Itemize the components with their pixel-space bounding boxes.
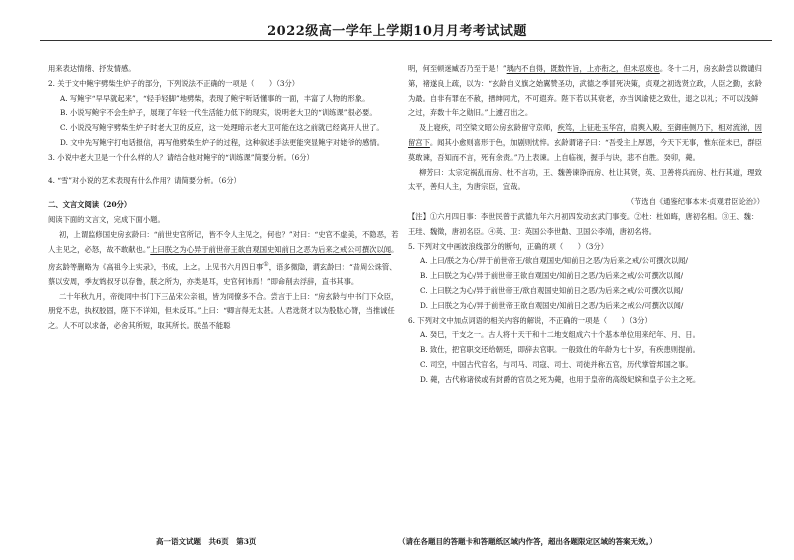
option-2a: A. 写鲍宇“早早就起来”，“轻手轻脚”地劈柴，表现了鲍宇听话懂事的一面，丰富了人物的形象。 — [60, 93, 370, 103]
passage-paragraph: 初，上谓监修国史房玄龄曰：“前世史官所记，皆不令人主见之，何也？”对曰：“史官不虚美，不隐恶，若人主见之，必怒，故不敢献也。”上曰朕之为心异于前世帝王欲自观国史知前日之恶为后来之戒公可撰次以闻。房玄龄等删略为《高祖今上实录》，书成，上之。上见书六月四日事①，语多微隐，谓玄龄曰：“昔周公诛管、蔡以安周，季友鸩叔牙以存鲁，朕之所为，亦类是耳，史官何讳焉！”即命削去浮辞，直书其事。 — [48, 229, 399, 286]
question-2: 2. 关于文中鲍宇劈柴生炉子的部分，下列说法不正确的一项是（ ）（3分） — [48, 78, 300, 88]
question-3: 3. 小说中老大卫是一个什么样的人？请结合他对鲍宇的“训练课”简要分析。（6分） — [48, 152, 314, 162]
passage-paragraph: 及上寝疾，司空梁文昭公房玄龄留守京师，疾笃，上征赴玉华宫，肩舆入殿，至御座侧乃下，相对流涕，因留宫下。闻其小愈则喜形于色，加剧则忧悴。玄龄谓诸子曰：“吾受主上厚恩，今天下无事，惟东征未已，群臣莫敢谏，吾知而不言，死有余责。”乃上表谏。上自临视，握手与诀，悲不自胜。癸卯，薨。 — [408, 123, 762, 162]
option-2b: B. 小说写鲍宇不会生炉子，展现了年轻一代生活能力低下的现实，说明老大卫的“训练课”很必要。 — [60, 108, 377, 118]
wavy-underlined-text: 上曰朕之为心异于前世帝王欲自观国史知前日之恶为后来之戒公可撰次以闻 — [150, 244, 392, 254]
page-title: 2022级高一学年上学期10月月考考试试题 — [267, 24, 527, 39]
option-2c: C. 小说没写鲍宇劈柴生炉子时老大卫的反应，这一处理暗示老大卫可能在这之前就已经离开人世了。 — [60, 123, 384, 133]
option-5a: A. 上曰/朕之为心/异于前世帝王/欲自观国史/知前日之恶/为后来之戒/公可撰次以闻/ — [420, 256, 688, 266]
option-5d: D. 上曰朕之为心/异于前世帝王欲自观国史/知前日之恶/为后来之戒公/可撰次以闻/ — [420, 300, 684, 310]
source-citation: （节选自《通鉴纪事本末·贞观君臣论治》） — [626, 197, 764, 207]
footer-notice: （请在各题目的答题卡和答题纸区域内作答，超出各题限定区域的答案无效。） — [398, 537, 657, 546]
underlined-text: 疾笃，上征赴玉华宫，肩舆入殿，至御座侧乃下，相对流涕，因留宫下 — [408, 123, 762, 147]
footnote: 【注】①六月四日事：李世民曾于武德九年六月初四发动玄武门事变。②杜：杜如晦，唐初名相。③王、魏：王珪、魏徵，唐初名臣。④英、卫：英国公李世勣、卫国公李靖，唐初名将。 — [408, 211, 759, 236]
right-column — [408, 62, 764, 388]
option-6c: C. 司空，中国古代官名，与司马、司寇、司士、司徒并称五官，历代掌管邦国之事。 — [420, 359, 693, 369]
left-column — [48, 62, 400, 334]
option-6b: B. 致仕，把官职交还给朝廷，即辞去官职。一般致仕的年龄为七十岁，有疾患则提前。 — [420, 345, 700, 355]
underlined-text: 瑀内不自得，既数忤旨，上亦衔之，但未忍废也 — [506, 64, 660, 73]
option-5c: C. 上曰朕之为心/异于前世帝王/欲自观国史知前日之恶/为后来之戒/公可撰次以闻/ — [420, 285, 684, 295]
section-instruction: 阅读下面的文言文，完成下面小题。 — [48, 215, 165, 225]
question-5: 5. 下列对文中画波浪线部分的断句，正确的项（ ）（3分） — [408, 241, 608, 251]
passage-paragraph: 明，何至顿迷臧否乃至于是！”瑀内不自得，既数忤旨，上亦衔之，但未忍废也。冬十二月，房玄龄尝以微谴归第，褚遂良上疏，以为：“玄龄自义旗之始翼赞圣功，武德之季冒死决策，贞观之初选贤立政，人臣之勤，玄龄为最。自非有罪在不赦，搢绅同尤，不可遐弃。陛下若以其衰老，亦当讽谕使之致仕，退之以礼；不可以浅鲜之过，弃数十年之勋旧。”上遽召出之。 — [408, 64, 762, 118]
passage-paragraph: 二十年秋九月，帝徙同中书门下三品宋公亲祖，皆为同僚多不合。尝言于上曰：“房玄龄与中书门下众臣，朋党不忠，执权胶固，陛下不详知，但未反耳。”上曰：“卿言得无太甚。人君选贤才以为股肱心膂，当推诚任之。人不可以求备，必舍其所短，取其所长。朕虽不能聪 — [48, 291, 399, 331]
option-2d: D. 文中先写鲍宇打电话报信，再写他劈柴生炉子的过程，这种叙述手法更能突显鲍宇对姥爷的感情。 — [60, 137, 384, 147]
option-5b: B. 上曰朕之为心/异于前世帝王欲自观国史/知前日之恶/为后来之戒/公可撰次以闻/ — [420, 271, 684, 281]
section-heading: 二、文言文阅读（20分） — [48, 200, 132, 210]
question-6: 6. 下列对文中加点词语的相关内容的解说，不正确的一项是（ ）（3分） — [408, 315, 652, 325]
option-6d: D. 薨，古代称诸侯或有封爵的官员之死为薨，也用于皇帝的高级妃嫔和皇子公主之死。 — [420, 374, 701, 384]
passage-paragraph: 柳芳曰：太宗定祸乱而房、杜不言功，王、魏善谏诤而房、杜让其贤，英、卫善将兵而房、杜行其道，理致太平，善归人主，为唐宗臣，宜哉。 — [408, 167, 762, 192]
answer-space — [48, 166, 400, 174]
footer-page-info: 高一语文试题 共6页 第3页 — [156, 537, 257, 546]
header-divider — [40, 40, 772, 41]
answer-space — [48, 188, 400, 198]
question-4: 4. “雪”对小说的艺术表现有什么作用？请简要分析。（6分） — [48, 175, 241, 185]
text-line: 用来表达情绪、抒发情感。 — [48, 64, 136, 73]
option-6a: A. 癸巳，干支之一。古人将十天干和十二地支组成六十个基本单位用来纪年、月、日。 — [420, 330, 700, 340]
